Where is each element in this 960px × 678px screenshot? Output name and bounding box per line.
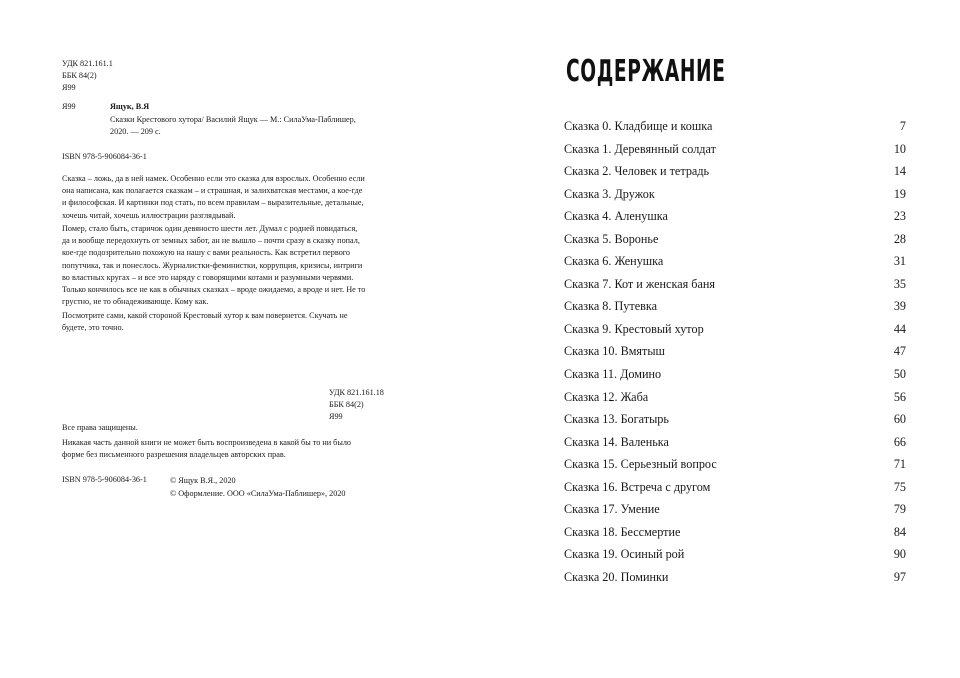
right-page (480, 0, 960, 678)
bbk-line: ББК 84(2) (329, 400, 364, 409)
bib-line: Сказки Крестового хутора/ Василий Ящук — М.: СилаУма-Паблишер, (110, 115, 356, 124)
bibliographic-entry (110, 114, 356, 138)
toc-entry-title: Сказка 13. Богатырь (564, 412, 669, 427)
rights-line: Никакая часть данной книги не может быть воспроизведена в какой бы то ни было (62, 438, 352, 447)
bib-line: 2020. — 209 с. (110, 127, 161, 136)
toc-entry-title: Сказка 8. Путевка (564, 299, 658, 314)
toc-entry-title: Сказка 14. Валенька (564, 434, 669, 449)
toc-entry-page: 7 (899, 119, 906, 133)
toc-entry (564, 230, 906, 253)
author-code: Я99 (62, 102, 76, 111)
annotation-line: Посмотрите сами, какой стороной Крестовый хутор к вам повернется. Скучать не (62, 311, 348, 320)
toc-entry (564, 545, 906, 568)
udk-line: УДК 821.161.1 (62, 59, 113, 68)
rights-notice (62, 422, 351, 461)
toc-entry-page: 84 (893, 524, 906, 539)
toc-entry-page: 44 (893, 321, 906, 336)
toc-entry-page: 35 (893, 276, 906, 291)
annotation-line: Помер, стало быть, старичок один девяносто шести лет. Думал с родней повидаться, (62, 224, 358, 233)
annotation-line: во властных кругах – и все это наряду с говорящими котами и разумными червями. (62, 272, 354, 282)
author-name: Ящук, В.Я (110, 102, 150, 111)
annotation-line: грустно, не то обнадеживающе. Кому как. (62, 297, 209, 307)
annotation-line: Только кончилось все не как в обычных сказках – вроде ожидаемо, а вроде и нет. Не то (62, 285, 366, 295)
annotation-line: будете, это точно. (62, 323, 124, 333)
toc-entry-page: 50 (893, 367, 906, 382)
toc-entry-title: Сказка 16. Встреча с другом (564, 479, 711, 494)
toc-entry-page: 19 (893, 186, 906, 201)
toc-entry-title: Сказка 1. Деревянный солдат (564, 141, 716, 156)
classification-bottom (329, 387, 384, 423)
table-of-contents (564, 117, 906, 590)
toc-entry (564, 388, 906, 411)
toc-entry-title: Сказка 6. Женушка (564, 254, 664, 269)
toc-entry (564, 455, 906, 478)
toc-entry-title: Сказка 11. Домино (564, 367, 662, 382)
toc-entry (564, 185, 906, 208)
toc-entry-title: Сказка 3. Дружок (564, 186, 655, 201)
toc-entry-title: Сказка 20. Поминки (564, 569, 669, 584)
toc-entry-title: Сказка 15. Серьезный вопрос (564, 457, 717, 472)
toc-entry (564, 433, 906, 456)
toc-entry-page: 28 (893, 231, 906, 246)
copyright-line: © Оформление. ООО «СилаУма-Паблишер», 2020 (170, 489, 346, 498)
annotation-paragraph-3 (62, 310, 402, 334)
toc-entry-page: 10 (893, 141, 906, 156)
toc-entry-title: Сказка 9. Крестовый хутор (564, 321, 704, 336)
toc-entry (564, 117, 906, 140)
annotation-line: хочешь читай, хочешь иллюстрации разглядывай. (62, 210, 236, 220)
toc-entry-page: 97 (893, 569, 906, 584)
annotation-line: кое-где подозрительно похожую на нашу с вами реальность. Как встретил первого (62, 248, 351, 258)
toc-entry-page: 31 (893, 254, 906, 269)
author-mark-line: Я99 (329, 412, 343, 421)
copyright-block (170, 474, 346, 500)
toc-entry-title: Сказка 7. Кот и женская баня (564, 276, 716, 291)
toc-entry-page: 60 (893, 412, 906, 427)
toc-entry (564, 162, 906, 185)
toc-entry (564, 275, 906, 298)
toc-entry-page: 47 (893, 344, 906, 359)
toc-entry-page: 71 (893, 457, 906, 472)
annotation-paragraph-1 (62, 173, 402, 222)
toc-entry (564, 568, 906, 591)
toc-entry-title: Сказка 10. Вмятыш (564, 344, 665, 359)
toc-entry-page: 23 (893, 209, 906, 224)
bbk-line: ББК 84(2) (62, 71, 97, 80)
toc-entry-page: 75 (893, 479, 906, 494)
isbn-top: ISBN 978-5-906084-36-1 (62, 152, 147, 161)
annotation-line: попутчика, так и понеслось. Журналистки-феминистки, коррупция, кризисы, интриги (62, 260, 363, 270)
toc-entry-page: 90 (893, 547, 906, 562)
toc-entry (564, 342, 906, 365)
toc-entry-title: Сказка 2. Человек и тетрадь (564, 164, 710, 179)
author-mark-line: Я99 (62, 83, 76, 92)
toc-entry-title: Сказка 18. Бессмертие (564, 524, 681, 539)
classification-top (62, 58, 113, 94)
toc-entry (564, 410, 906, 433)
toc-entry (564, 478, 906, 501)
toc-entry (564, 207, 906, 230)
udk-line: УДК 821.161.18 (329, 388, 384, 397)
annotation-line: и философская. И картинки под стать, по всем правилам – выразительные, детальные, (62, 198, 364, 208)
copyright-line: © Ящук В.Я., 2020 (170, 476, 236, 485)
toc-entry-page: 66 (893, 434, 906, 449)
toc-entry-page: 79 (893, 502, 906, 517)
toc-entry-page: 14 (893, 164, 906, 179)
toc-entry-title: Сказка 4. Аленушка (564, 209, 668, 224)
annotation-line: Сказка – ложь, да в ней намек. Особенно если это сказка для взрослых. Особенно если (62, 174, 365, 183)
toc-entry-page: 39 (893, 299, 906, 314)
toc-entry-title: Сказка 19. Осиный рой (564, 547, 685, 562)
toc-entry-title: Сказка 0. Кладбище и кошка (564, 119, 713, 133)
toc-entry (564, 297, 906, 320)
toc-entry-title: Сказка 5. Воронье (564, 231, 659, 246)
annotation-line: она написана, как полагается сказкам – и страшная, и залихватская местами, а кое-где (62, 186, 363, 196)
isbn-bottom: ISBN 978-5-906084-36-1 (62, 475, 147, 484)
toc-entry (564, 365, 906, 388)
toc-entry (564, 320, 906, 343)
rights-line: форме без письменного разрешения владельцев авторских прав. (62, 450, 286, 459)
toc-entry-title: Сказка 17. Умение (564, 502, 660, 517)
toc-entry-page: 56 (893, 389, 906, 404)
toc-entry (564, 500, 906, 523)
toc-entry (564, 523, 906, 546)
rights-line: Все права защищены. (62, 423, 138, 432)
annotation-paragraph-2 (62, 223, 402, 308)
contents-title: СОДЕРЖАНИЕ (566, 54, 726, 89)
toc-entry-title: Сказка 12. Жаба (564, 389, 649, 404)
toc-entry (564, 140, 906, 163)
toc-entry (564, 252, 906, 275)
annotation-line: да и вообще передохнуть от земных забот, ан не вышло – почти сразу в сказку попал, (62, 236, 360, 246)
